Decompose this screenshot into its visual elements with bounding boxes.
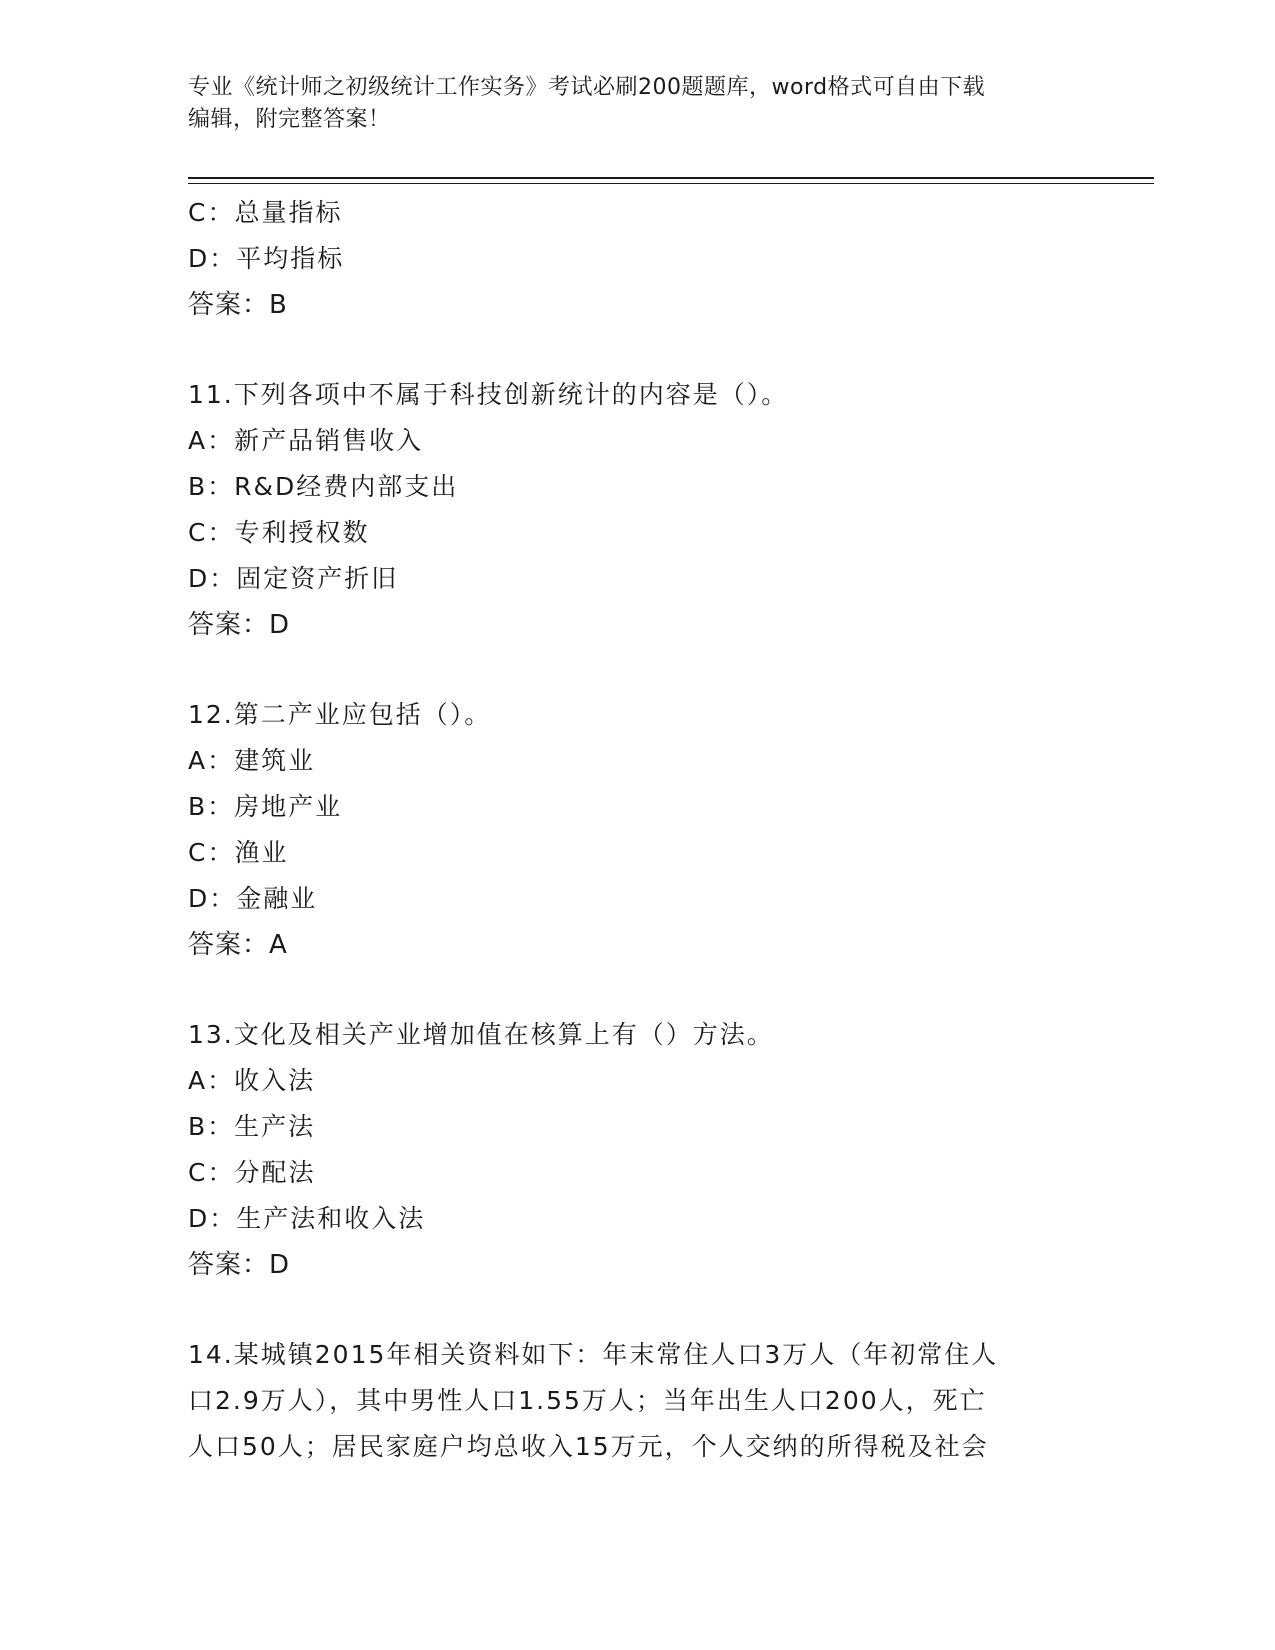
question-14 <box>188 1332 1068 1470</box>
answer-line: 答案：B <box>188 290 288 320</box>
question-stem: 12.第二产业应包括（）。 <box>188 700 492 729</box>
header-line-1: 专业《统计师之初级统计工作实务》考试必刷200题题库，word格式可自由下载 <box>188 75 986 100</box>
document-header <box>188 72 1088 136</box>
option-d: D：金融业 <box>188 884 318 913</box>
question-12 <box>188 692 1088 968</box>
question-stem-line-2: 口2.9万人），其中男性人口1.55万人；当年出生人口200人，死亡 <box>188 1386 987 1415</box>
question-stem-line-1: 14.某城镇2015年相关资料如下：年末常住人口3万人（年初常住人 <box>188 1340 999 1369</box>
answer-line: 答案：D <box>188 1250 291 1280</box>
option-b: B：R&D经费内部支出 <box>188 472 459 501</box>
option-d: D：平均指标 <box>188 244 345 273</box>
answer-line: 答案：D <box>188 610 291 640</box>
question-content <box>188 190 1088 1470</box>
question-stem: 11.下列各项中不属于科技创新统计的内容是（）。 <box>188 380 789 409</box>
option-c: C：渔业 <box>188 838 289 867</box>
header-divider-thin <box>188 183 1154 184</box>
question-stem-line-3: 人口50人；居民家庭户均总收入15万元，个人交纳的所得税及社会 <box>188 1432 989 1461</box>
option-a: A：新产品销售收入 <box>188 426 424 455</box>
answer-line: 答案：A <box>188 930 288 960</box>
question-stem: 13.文化及相关产业增加值在核算上有（）方法。 <box>188 1020 774 1049</box>
option-b: B：生产法 <box>188 1112 316 1141</box>
header-divider-thick <box>188 177 1154 179</box>
question-11 <box>188 372 1088 648</box>
header-line-2: 编辑，附完整答案！ <box>188 107 391 132</box>
option-c: C：总量指标 <box>188 198 343 227</box>
option-a: A：建筑业 <box>188 746 316 775</box>
option-b: B：房地产业 <box>188 792 343 821</box>
option-d: D：固定资产折旧 <box>188 564 399 593</box>
option-a: A：收入法 <box>188 1066 316 1095</box>
option-d: D：生产法和收入法 <box>188 1204 426 1233</box>
question-13 <box>188 1012 1088 1288</box>
option-c: C：专利授权数 <box>188 518 370 547</box>
option-c: C：分配法 <box>188 1158 316 1187</box>
